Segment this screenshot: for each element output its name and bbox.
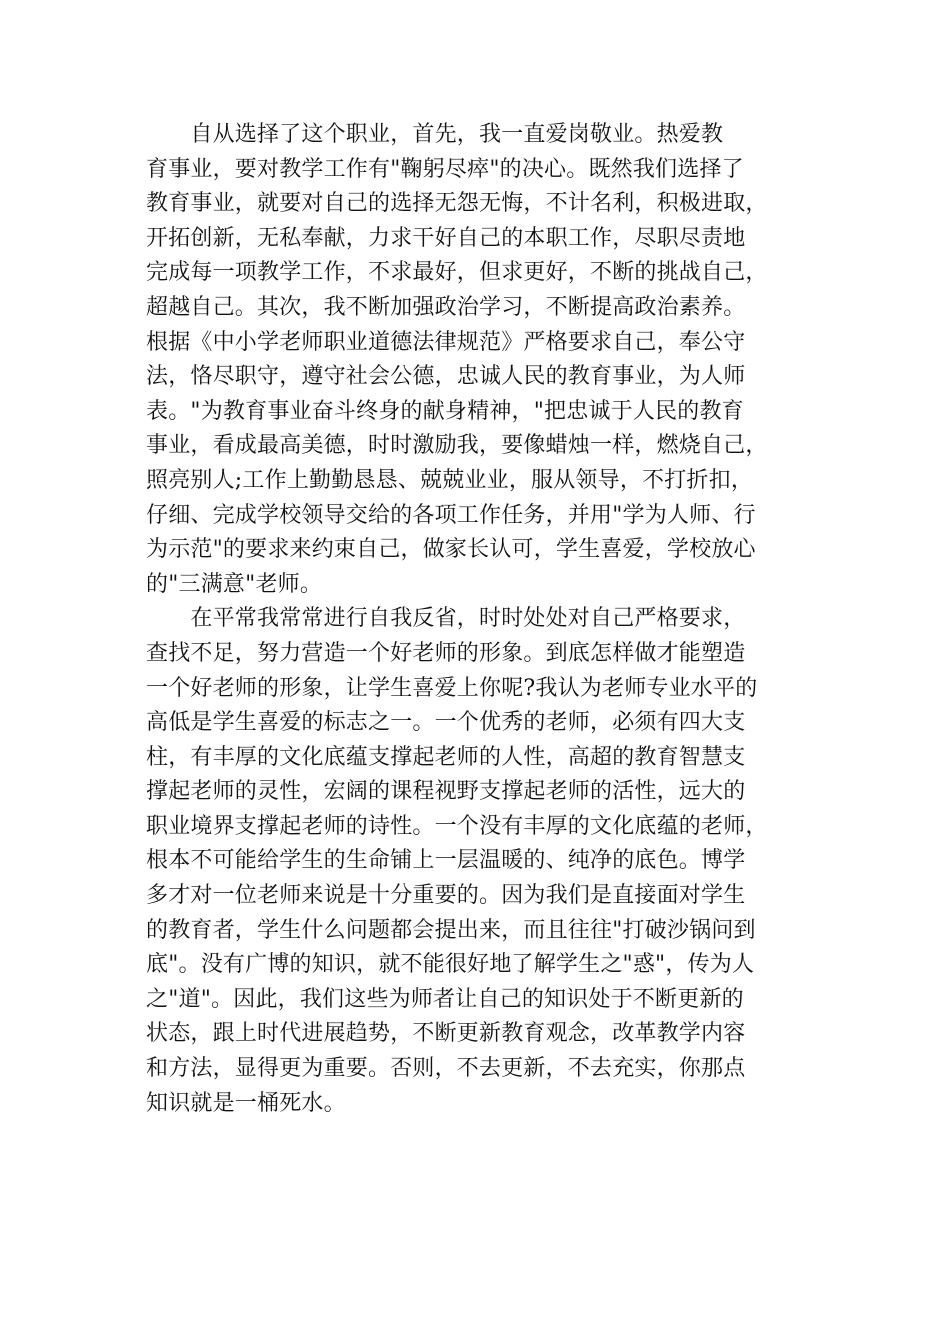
text-line: 为示范"的要求来约束自己，做家长认可，学生喜爱，学校放心	[146, 537, 756, 563]
text-line: 育事业，要对教学工作有"鞠躬尽瘁"的决心。既然我们选择了	[146, 156, 744, 182]
text-line: 和方法，显得更为重要。否则，不去更新，不去充实，你那点	[146, 1056, 746, 1082]
paragraph-1	[146, 118, 806, 602]
text-line: 职业境界支撑起老师的诗性。一个没有丰厚的文化底蕴的老师，	[146, 813, 768, 839]
text-line: 的教育者，学生什么问题都会提出来，而且往往"打破沙锅问到	[146, 917, 756, 943]
text-line: 底"。没有广博的知识，就不能很好地了解学生之"惑"，传为人	[146, 952, 755, 978]
text-line: 完成每一项教学工作，不求最好，但求更好，不断的挑战自己，	[146, 260, 768, 286]
text-line: 根据《中小学老师职业道德法律规范》严格要求自己，奉公守	[146, 329, 746, 355]
text-line: 多才对一位老师来说是十分重要的。因为我们是直接面对学生	[146, 883, 746, 909]
text-line: 法，恪尽职守，遵守社会公德，忠诚人民的教育事业，为人师	[146, 364, 746, 390]
text-line: 自从选择了这个职业，首先，我一直爱岗敬业。热爱教	[146, 122, 724, 147]
text-line: 状态，跟上时代进展趋势，不断更新教育观念，改革教学内容	[146, 1021, 746, 1047]
text-line: 事业，看成最高美德，时时激励我，要像蜡烛一样，燃烧自己，	[146, 433, 768, 459]
paragraph-2	[146, 602, 806, 1121]
text-line: 根本不可能给学生的生命铺上一层温暖的、纯净的底色。博学	[146, 848, 746, 874]
text-line: 教育事业，就要对自己的选择无怨无悔，不计名利，积极进取，	[146, 191, 768, 217]
text-line: 表。"为教育事业奋斗终身的献身精神，"把忠诚于人民的教育	[146, 398, 744, 424]
text-line: 查找不足，努力营造一个好老师的形象。到底怎样做才能塑造	[146, 640, 746, 666]
text-line: 仔细、完成学校领导交给的各项工作任务，并用"学为人师、行	[146, 502, 756, 528]
text-line: 之"道"。因此，我们这些为师者让自己的知识处于不断更新的	[146, 986, 744, 1012]
text-line: 高低是学生喜爱的标志之一。一个优秀的老师，必须有四大支	[146, 710, 746, 736]
text-line: 的"三满意"老师。	[146, 571, 323, 597]
text-line: 开拓创新，无私奉献，力求干好自己的本职工作，尽职尽责地	[146, 225, 746, 251]
text-line: 在平常我常常进行自我反省，时时处处对自己严格要求，	[146, 606, 746, 632]
text-line: 照亮别人;工作上勤勤恳恳、兢兢业业，服从领导，不打折扣，	[146, 467, 754, 493]
text-line: 知识就是一桶死水。	[146, 1090, 346, 1116]
text-line: 一个好老师的形象，让学生喜爱上你呢?我认为老师专业水平的	[146, 675, 758, 701]
document-body	[146, 118, 806, 1121]
text-line: 撑起老师的灵性，宏阔的课程视野支撑起老师的活性，远大的	[146, 779, 746, 805]
text-line: 超越自己。其次，我不断加强政治学习，不断提高政治素养。	[146, 294, 746, 320]
text-line: 柱，有丰厚的文化底蕴支撑起老师的人性，高超的教育智慧支	[146, 744, 746, 770]
